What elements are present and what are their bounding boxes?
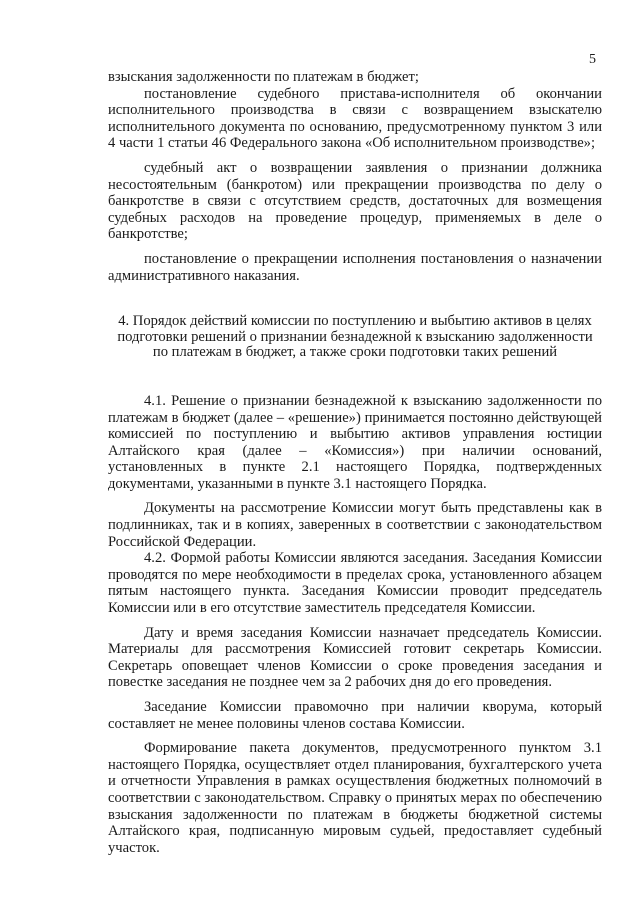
section-heading: 4. Порядок действий комиссии по поступлению и выбытию активов в целях подготовки решений о признании безнадежной к взысканию задолженности по платежам в бюджет, а также сроки подготовки таких решений [117, 313, 593, 361]
paragraph: постановление судебного пристава-исполнителя об окончании исполнительного производства в связи с возвращением взыскателю исполнительного документа по основанию, предусмотренному пунктом 3 или 4 части 1 статьи 46 Федерального закона «Об исполнительном производстве»; [108, 85, 602, 152]
paragraph: постановление о прекращении исполнения постановления о назначении административного наказания. [108, 250, 602, 284]
paragraph: судебный акт о возвращении заявления о признании должника несостоятельным (банкротом) или прекращении производства по делу о банкротстве в связи с отсутствием средств, достаточных для возмещения судебных расходов на проведение процедур, применяемых в деле о банкротстве; [108, 159, 602, 243]
paragraph: 4.2. Формой работы Комиссии являются заседания. Заседания Комиссии проводятся по мере необходимости в пределах срока, установленного абзацем пятым настоящего пункта. Заседания Комиссии проводит председатель Комиссии или в его отсутствие заместитель председателя Комиссии. [108, 550, 602, 617]
document-body [108, 69, 602, 856]
paragraph: Дату и время заседания Комиссии назначает председатель Комиссии. Материалы для рассмотрения Комиссией готовит секретарь Комиссии. Секретарь оповещает членов Комиссии о сроке проведения заседания и повестке заседания не позднее чем за 2 рабочих дня до его проведения. [108, 624, 602, 691]
paragraph: Формирование пакета документов, предусмотренного пунктом 3.1 настоящего Порядка, осуществляет отдел планирования, бухгалтерского учета и отчетности Управления в рамках осуществления бюджетных полномочий в соответствии с законодательством. Справку о принятых мерах по обеспечению взыскания задолженности по платежам в бюджеты бюджетной системы Алтайского края, подписанную мировым судьей, предоставляет судебный участок. [108, 740, 602, 856]
paragraph: Документы на рассмотрение Комиссии могут быть представлены как в подлинниках, так и в копиях, заверенных в соответствии с законодательством Российской Федерации. [108, 500, 602, 550]
paragraph: 4.1. Решение о признании безнадежной к взысканию задолженности по платежам в бюджет (далее – «решение») принимается постоянно действующей комиссией по поступлению и выбытию активов управления юстиции Алтайского края (далее – «Комиссия») при наличии оснований, установленных в пункте 2.1 настоящего Порядка, подтвержденных документами, указанными в пункте 3.1 настоящего Порядка. [108, 392, 602, 492]
paragraph: Заседание Комиссии правомочно при наличии кворума, который составляет не менее половины членов состава Комиссии. [108, 699, 602, 732]
paragraph: взыскания задолженности по платежам в бюджет; [108, 69, 419, 85]
page-number: 5 [589, 52, 596, 67]
